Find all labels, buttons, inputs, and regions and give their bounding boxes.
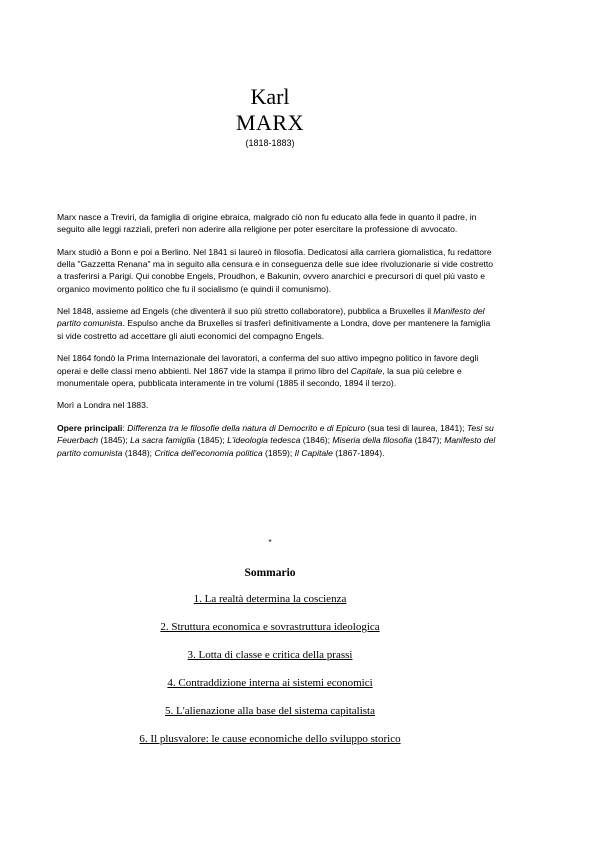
- work-title: Differenza tra le filosofie della natura di Democrito e di Epicuro: [127, 423, 366, 434]
- work-note: (1845);: [195, 435, 228, 446]
- bio-paragraph-5: Morì a Londra nel 1883.: [57, 400, 149, 411]
- section-separator: *: [268, 538, 272, 547]
- title-block: [170, 84, 370, 149]
- author-last-name: MARX: [235, 110, 304, 135]
- summary-heading: Sommario: [244, 567, 296, 579]
- bio-p3-text-a: Nel 1848, assieme ad Engels (che diventerà il suo più stretto collaboratore), pubblica a Bruxelles il: [57, 306, 434, 317]
- summary-item: [0, 732, 540, 760]
- summary-link-3[interactable]: 3. Lotta di classe e critica della prassi: [187, 649, 353, 661]
- bio-paragraph-1: Marx nasce a Treviri, da famiglia di origine ebraica, malgrado ciò non fu educato alla fede in quanto il padre, in seguito alle leggi razziali, preferì non aderire alla religione per poter esercitare la professione di avvocato.: [57, 212, 477, 235]
- work-note: (sua tesi di laurea, 1841);: [365, 423, 467, 434]
- summary-item: [0, 676, 540, 704]
- work-note: (1848);: [122, 447, 155, 458]
- summary-item: [0, 704, 540, 732]
- work-note: (1859);: [262, 447, 295, 458]
- summary-item: [0, 592, 540, 620]
- work-title: Manifesto del partito comunista: [57, 435, 496, 458]
- works-paragraph: [57, 422, 497, 459]
- work-note: (1867-1894).: [332, 447, 385, 458]
- author-life-dates: (1818-1883): [245, 138, 295, 148]
- summary-list: [0, 592, 540, 760]
- author-first-name: Karl: [250, 84, 290, 109]
- biography: [57, 211, 497, 469]
- bio-p4-work-title: Capitale: [350, 365, 383, 376]
- bio-paragraph-3: [57, 305, 497, 342]
- summary-item: [0, 620, 540, 648]
- bio-p4-text-c: , la sua più celebre e monumentale opera, pubblicata interamente in tre volumi (1885 il secondo, 1894 il terzo).: [57, 365, 462, 388]
- summary-link-4[interactable]: 4. Contraddizione interna ai sistemi economici: [167, 677, 373, 689]
- bio-paragraph-2: Marx studiò a Bonn e poi a Berlino. Nel 1841 si laureò in filosofia. Dedicatosi alla carriera giornalistica, fu redattore della "Gazzetta Renana" ma in seguito alla censura e in conseguenza delle sue idee rivoluzionarie si vide costretto a trasferirsi a Parigi. Qui conobbe Engels, Proudhon, e Bakunin, ovvero anarchici e precursori di quel più vasto e organico movimento politico che fu il socialismo (e quindi il comunismo).: [57, 246, 494, 294]
- work-title: La sacra famiglia: [130, 435, 196, 446]
- work-title: Critica dell'economia politica: [154, 447, 263, 458]
- bio-p4-text-a: Nel 1864 fondò la Prima Internazionale dei lavoratori, a conferma del suo attivo impegno politico in favore degli operai e delle classi meno abbienti. Nel 1867 vide la stampa il primo libro del: [57, 353, 479, 376]
- work-note: (1845);: [98, 435, 131, 446]
- summary-link-1[interactable]: 1. La realtà determina la coscienza: [193, 593, 347, 605]
- summary-item: [0, 648, 540, 676]
- work-note: (1846);: [300, 435, 333, 446]
- bio-p3-text-c: . Espulso anche da Bruxelles si trasferì definitivamente a Londra, dove per mantenere la famiglia si vide costretto ad accettare gli aiuti economici del compagno Engels.: [57, 318, 491, 341]
- work-note: (1847);: [412, 435, 445, 446]
- works-colon: :: [122, 423, 128, 434]
- bio-p3-work-title: Manifesto del partito comunista: [57, 306, 485, 329]
- work-title: Tesi su Feuerbach: [57, 423, 494, 446]
- work-title: Il Capitale: [294, 447, 333, 458]
- summary-link-6[interactable]: 6. Il plusvalore: le cause economiche dello sviluppo storico: [139, 733, 401, 745]
- summary-link-2[interactable]: 2. Struttura economica e sovrastruttura ideologica: [160, 621, 380, 633]
- work-title: L'ideologia tedesca: [227, 435, 301, 446]
- works-label: Opere principali: [57, 423, 123, 434]
- summary-link-5[interactable]: 5. L'alienazione alla base del sistema capitalista: [165, 705, 375, 717]
- bio-paragraph-4: [57, 352, 497, 389]
- work-title: Miseria della filosofia: [332, 435, 413, 446]
